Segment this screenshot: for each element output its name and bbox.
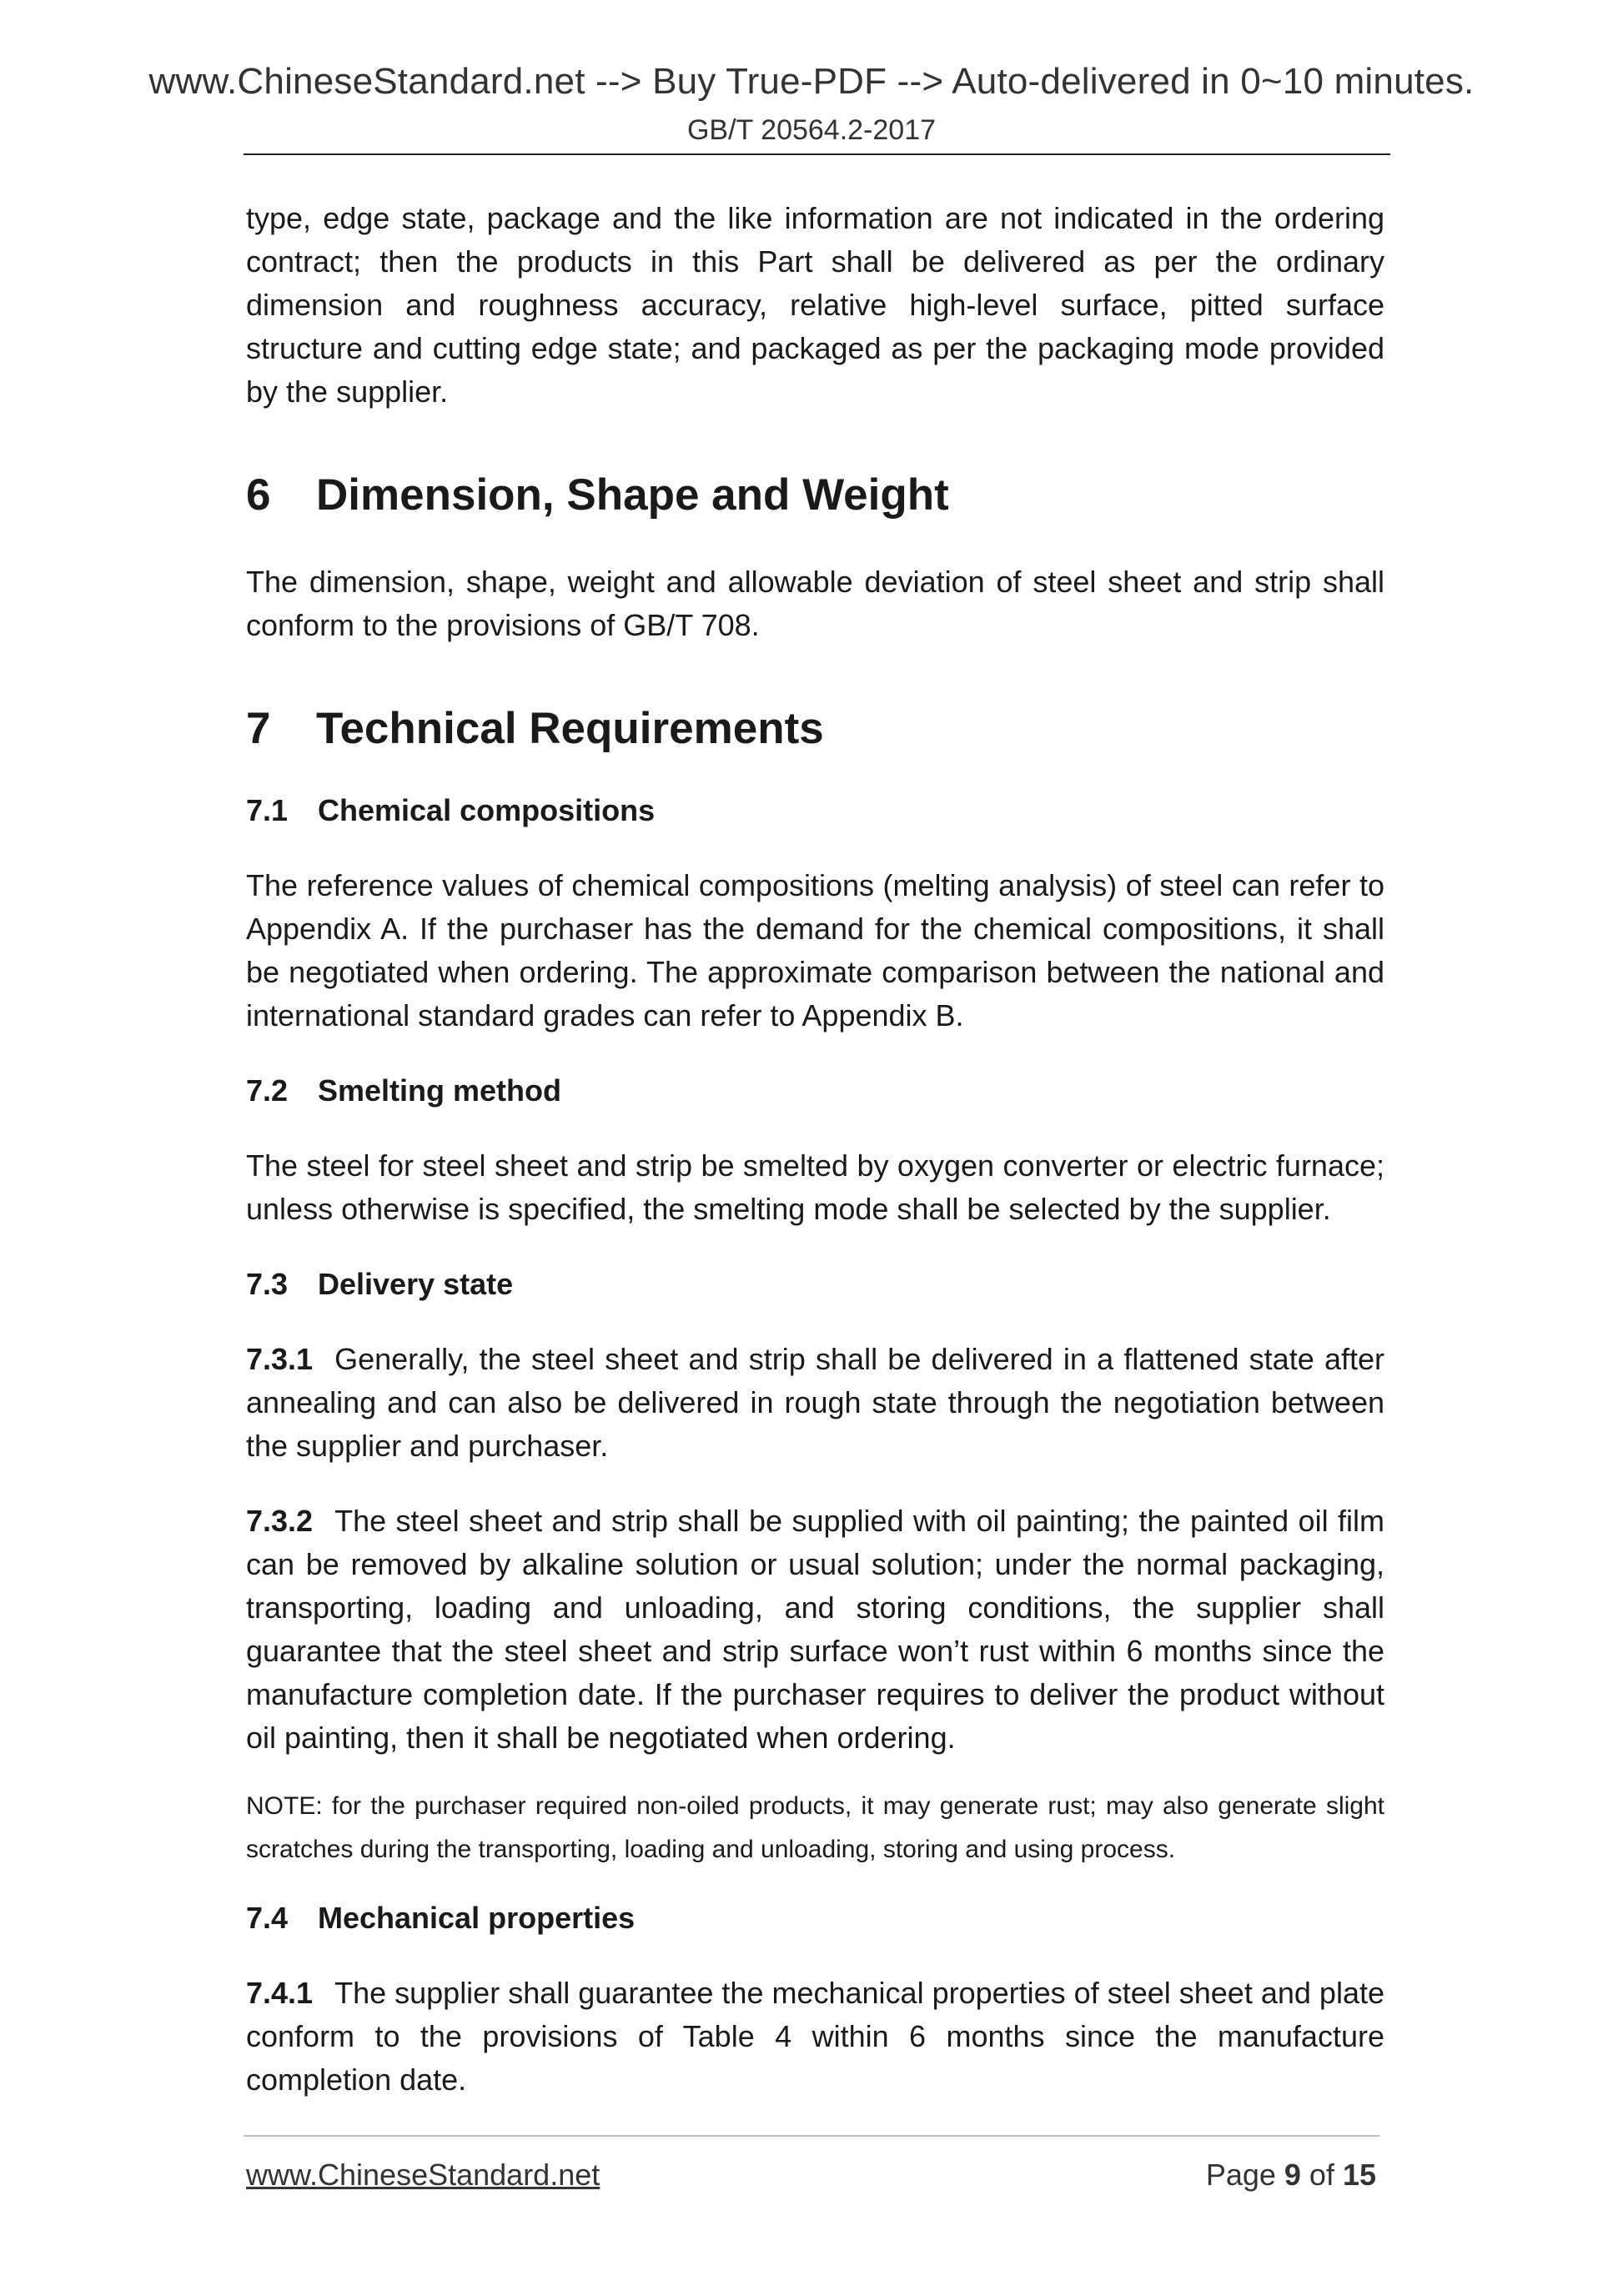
clause-7-3-1 — [246, 1338, 1384, 1468]
clause-7-3-2-text: The steel sheet and strip shall be supplied with oil painting; the painted oil film can be removed by alkaline solution or usual solution; under the normal packaging, transporting, loading and unloading, and storing conditions, the supplier shall guarantee that the steel sheet and strip surface won’t rust within 6 months since the manufacture completion date. If the purchaser requires to deliver the product without oil painting, then it shall be negotiated when ordering. — [246, 1504, 1384, 1755]
clause-7-3-2-note: NOTE: for the purchaser required non-oiled products, it may generate rust; may also generate slight scratches during the transporting, loading and unloading, storing and using process. — [246, 1792, 1384, 1863]
section-7-1-heading — [246, 789, 1384, 832]
section-7-1-number: 7.1 — [246, 793, 289, 827]
header-banner-text: www.ChineseStandard.net --> Buy True-PDF --> Auto-delivered in 0~10 minutes. — [148, 61, 1475, 102]
clause-7-4-1-text: The supplier shall guarantee the mechanical properties of steel sheet and plate conform to the provisions of Table 4 within 6 months since the manufacture completion date. — [246, 1976, 1384, 2097]
clause-7-4-1-number: 7.4.1 — [246, 1976, 314, 2010]
section-7-2-text: The steel for steel sheet and strip be smelted by oxygen converter or electric furnace; unless otherwise is specified, the smelting mode shall be selected by the supplier. — [246, 1148, 1384, 1226]
section-7-title: Technical Requirements — [316, 704, 824, 753]
section-6-text: The dimension, shape, weight and allowable deviation of steel sheet and strip shall conform to the provisions of GB/T 708. — [246, 565, 1384, 642]
footer-website-link[interactable]: www.ChineseStandard.net — [246, 2158, 600, 2192]
header-standard-number: GB/T 20564.2-2017 — [686, 114, 937, 146]
section-7-4-heading — [246, 1897, 1384, 1940]
section-6-title: Dimension, Shape and Weight — [316, 470, 949, 520]
clause-7-3-1-text: Generally, the steel sheet and strip shall be delivered in a flattened state after annealing and can also be delivered in rough state through the negotiation between the supplier and purchaser. — [246, 1342, 1384, 1463]
section-7-2-heading — [246, 1069, 1384, 1113]
section-7-number: 7 — [246, 704, 271, 753]
footer-divider — [244, 2135, 1379, 2137]
section-7-3-title: Delivery state — [318, 1267, 514, 1301]
clause-7-3-2 — [246, 1500, 1384, 1760]
section-7-3-number: 7.3 — [246, 1267, 289, 1301]
section-7-4-number: 7.4 — [246, 1901, 289, 1935]
page-of: of — [1300, 2158, 1343, 2192]
section-6-number: 6 — [246, 470, 271, 520]
document-body — [246, 197, 1384, 2102]
section-7-2-number: 7.2 — [246, 1073, 289, 1108]
clause-7-3-1-number: 7.3.1 — [246, 1342, 314, 1376]
page-total: 15 — [1342, 2158, 1376, 2192]
section-7-1-text: The reference values of chemical compositions (melting analysis) of steel can refer to Appendix A. If the purchaser has the demand for the chemical compositions, it shall be negotiated when ordering. The approximate comparison between the national and international standard grades can refer to Appendix B. — [246, 868, 1384, 1032]
page-number — [1206, 2157, 1376, 2193]
clause-7-3-2-number: 7.3.2 — [246, 1504, 314, 1538]
intro-paragraph: type, edge state, package and the like information are not indicated in the ordering contract; then the products in this Part shall be delivered as per the ordinary dimension and roughness accuracy, relative high-level surface, pitted surface structure and cutting edge state; and packaged as per the packaging mode provided by the supplier. — [246, 201, 1384, 409]
section-7-heading — [246, 702, 1384, 756]
section-7-4-title: Mechanical properties — [318, 1901, 636, 1935]
section-7-3-heading — [246, 1263, 1384, 1306]
page-current: 9 — [1284, 2158, 1301, 2192]
section-7-2-title: Smelting method — [318, 1073, 562, 1108]
section-6-heading — [246, 469, 1384, 522]
section-7-1-title: Chemical compositions — [318, 793, 656, 827]
clause-7-4-1 — [246, 1972, 1384, 2102]
page-header — [0, 60, 1623, 148]
page-prefix: Page — [1205, 2158, 1284, 2192]
header-divider — [244, 153, 1390, 155]
